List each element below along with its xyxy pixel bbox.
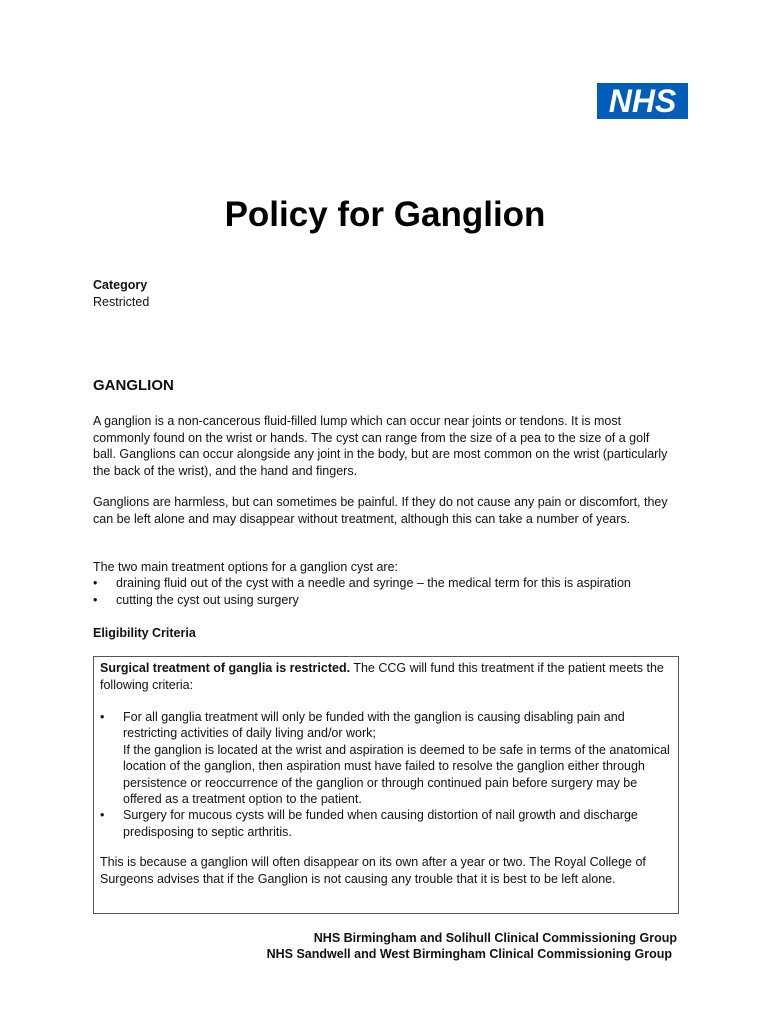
eligibility-intro (100, 660, 670, 693)
eligibility-intro-rest: The CCG will fund this treatment if the patient meets the following criteria: (100, 661, 664, 692)
category-label: Category (93, 278, 148, 292)
list-item: • cutting the cyst out using surgery (93, 592, 693, 609)
page-title: Policy for Ganglion (224, 195, 546, 234)
nhs-logo: NHS (597, 83, 688, 119)
category-value: Restricted (93, 295, 150, 309)
section-heading: GANGLION (93, 377, 174, 394)
paragraph-harmless: Ganglions are harmless, but can sometimes be painful. If they do not cause any pain or discomfort, they can be left alone and may disappear without treatment, although this can take a number of years. (93, 495, 668, 526)
treatment-options-list (93, 575, 693, 608)
eligibility-intro-bold: Surgical treatment of ganglia is restricted. (100, 661, 351, 675)
list-item: • draining fluid out of the cyst with a needle and syringe – the medical term for this is aspiration (93, 575, 693, 592)
footer-line-1: NHS Birmingham and Solihull Clinical Commissioning Group (313, 931, 677, 945)
eligibility-footer: This is because a ganglion will often disappear on its own after a year or two. The Royal College of Surgeons advises that if the Ganglion is not causing any trouble that it is best to be left alone. (100, 855, 646, 886)
criteria-text: • Surgery for mucous cysts will be funded when causing distortion of nail growth and discharge predisposing to septic arthritis. (123, 808, 638, 839)
criteria-list (100, 709, 670, 840)
list-item (100, 807, 670, 840)
criteria-text: If the ganglion is located at the wrist and aspiration is deemed to be safe in terms of the anatomical location of the ganglion, then aspiration must have failed to resolve the ganglion either through persistence or reoccurrence of the ganglion or through continued pain before surgery may be offered as a treatment option to the patient. (123, 742, 670, 807)
criteria-text: • For all ganglia treatment will only be funded with the ganglion is causing disabling pain and restricting activities of daily living and/or work; (123, 710, 625, 741)
eligibility-heading: Eligibility Criteria (93, 626, 196, 640)
paragraph-description: A ganglion is a non-cancerous fluid-filled lump which can occur near joints or tendons. It is most commonly found on the wrist or hands. The cyst can range from the size of a pea to the size of a golf ball. Ganglions can occur alongside any joint in the body, but are most common on the wrist (particularly the back of the wrist), and the hand and fingers. (93, 414, 668, 478)
footer-line-2: NHS Sandwell and West Birmingham Clinical Commissioning Group (266, 947, 672, 961)
paragraph-treatment-intro: The two main treatment options for a ganglion cyst are: (93, 560, 399, 574)
eligibility-box (93, 656, 679, 914)
list-item (100, 709, 670, 807)
